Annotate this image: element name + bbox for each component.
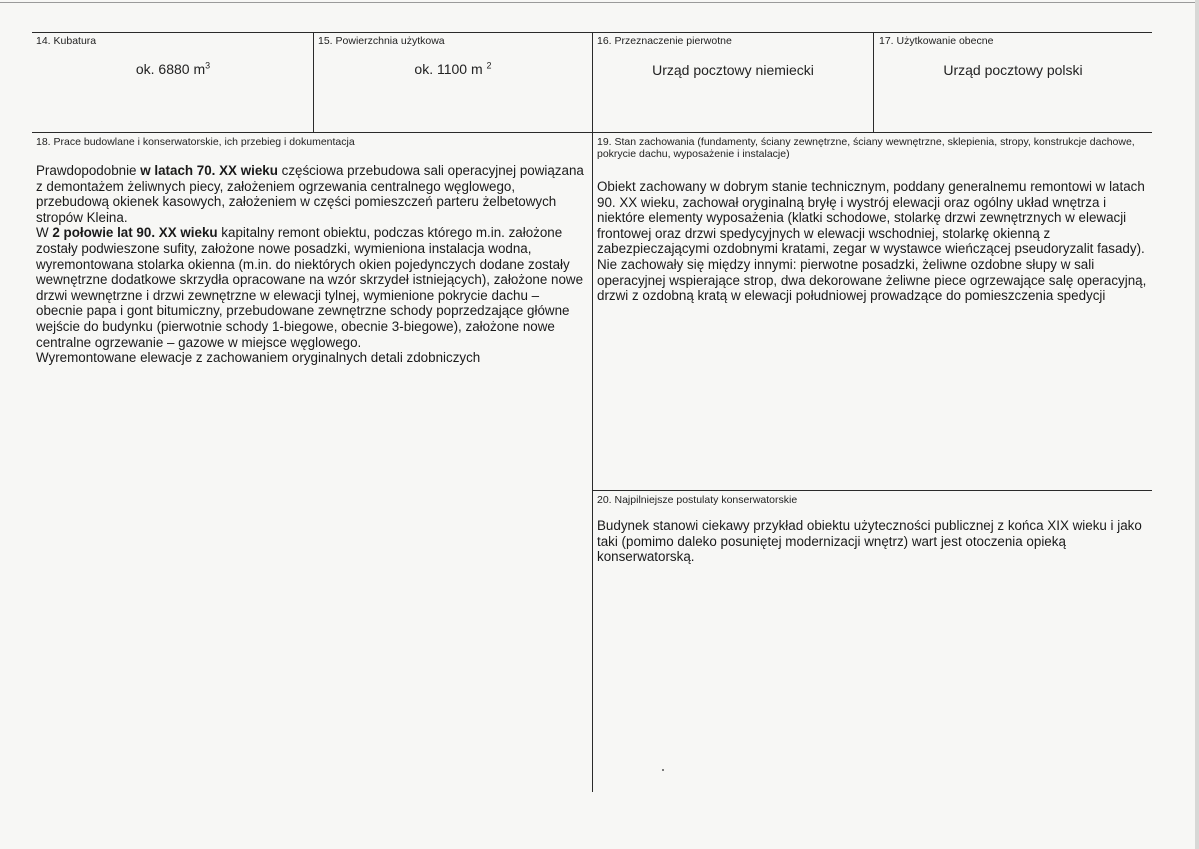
field-18-p1-date: w latach 70. XX wieku (140, 163, 278, 178)
field-15-value (314, 61, 592, 77)
field-19-text: Obiekt zachowany w dobrym stanie technicznym, poddany generalnemu remontowi w latach 90. XX wieku, zachował oryginalną bryłę i wystrój elewacji oraz ogólny układ wnętrza i niektóre elementy wyposażenia (klatki schodowe, stolarkę drzwi zewnętrznych w elewacji frontowej oraz drzwi spedycyjnych w elewacji wschodniej, stolarkę okienną z zabezpieczającymi ozdobnymi kratami, zegar w wystawce wieńczącej pseudoryzalit fasady). Nie zachowały się między innymi: pierwotne posadzki, żeliwne ozdobne słupy w sali operacyjnej wspierające strop, dwa dekorowane żeliwne piece ogrzewające salę operacyjną, drzwi z ozdobną kratą w elewacji południowej prowadzące do pomieszczenia spedycji (597, 179, 1147, 304)
scan-top-edge (0, 2, 1199, 3)
field-18-p1-body: częściowa przebudowa sali operacyjnej powiązana z demontażem żeliwnych piecy, założeniem ogrzewania centralnego węglowego, przebudową okienek kasowych, założeniem w części pomieszczeń parteru żelbetowych stropów Kleina. (36, 163, 584, 225)
field-16-value: Urząd pocztowy niemiecki (652, 62, 814, 78)
scan-right-edge (1195, 0, 1199, 849)
scan-speck (662, 769, 664, 771)
field-15-label: 15. Powierzchnia użytkowa (318, 35, 445, 47)
field-18-p2-body: kapitalny remont obiektu, podczas którego m.in. założone zostały podwieszone sufity, założone nowe posadzki, wymieniona instalacja wodna, wyremontowana stolarka okienna (m.in. do niektórych okien pojedynczych dodane zostały wewnętrzne dodatkowe skrzydła opracowane na wzór skrzydeł istniejących), założone nowe drzwi wewnętrzne i drzwi zewnętrzne w elewacji tylnej, wymienione pokrycie dachu – obecnie papa i gont bitumiczny, przebudowane zewnętrzne schody poprzedzające główne wejście do budynku (pierwotnie schody 1-biegowe, obecnie 3-biegowe), założone nowe centralne ogrzewanie – gazowe w miejsce węglowego. (36, 225, 584, 350)
field-20-text: Budynek stanowi ciekawy przykład obiektu użyteczności publicznej z końca XIX wieku i jako taki (pomimo daleko posuniętej modernizacji wnętrz) wart jest otoczenia opieką konserwatorską. (597, 518, 1142, 565)
field-17-value: Urząd pocztowy polski (943, 62, 1083, 78)
field-19-label: 19. Stan zachowania (fundamenty, ściany zewnętrzne, ściany wewnętrzne, sklepienia, stropy, konstrukcje dachowe, pokrycie dachu, wyposażenie i instalacje) (597, 136, 1135, 160)
field-14-label: 14. Kubatura (36, 35, 97, 47)
field-14-value-text: ok. 6880 m (135, 61, 206, 77)
field-18-paragraph-3: Wyremontowane elewacje z zachowaniem oryginalnych detali zdobniczych (36, 350, 481, 366)
field-18-paragraph-2 (36, 225, 589, 350)
field-20-label: 20. Najpilniejsze postulaty konserwatorskie (597, 494, 798, 506)
field-18-label: 18. Prace budowlane i konserwatorskie, ich przebieg i dokumentacja (36, 136, 355, 148)
field-14-value-sup: 3 (205, 60, 211, 71)
col-divider-16-17 (873, 32, 874, 133)
field-15-value-text: ok. 1100 m (414, 61, 487, 77)
field-15-value-sup: 2 (486, 60, 492, 71)
field-18-p2-date: 2 połowie lat 90. XX wieku (52, 225, 218, 241)
col-divider-main (592, 32, 593, 792)
field-18-p1-lead: Prawdopodobnie (36, 163, 141, 178)
row-divider-20 (592, 490, 1152, 491)
col-divider-14-15 (313, 32, 314, 133)
field-18-paragraph-1 (36, 163, 589, 225)
field-18-text (36, 163, 589, 366)
field-14-value (33, 61, 313, 77)
field-16-label: 16. Przeznaczenie pierwotne (597, 35, 732, 47)
field-17-label: 17. Użytkowanie obecne (879, 35, 994, 47)
field-18-p2-lead: W (36, 225, 53, 241)
